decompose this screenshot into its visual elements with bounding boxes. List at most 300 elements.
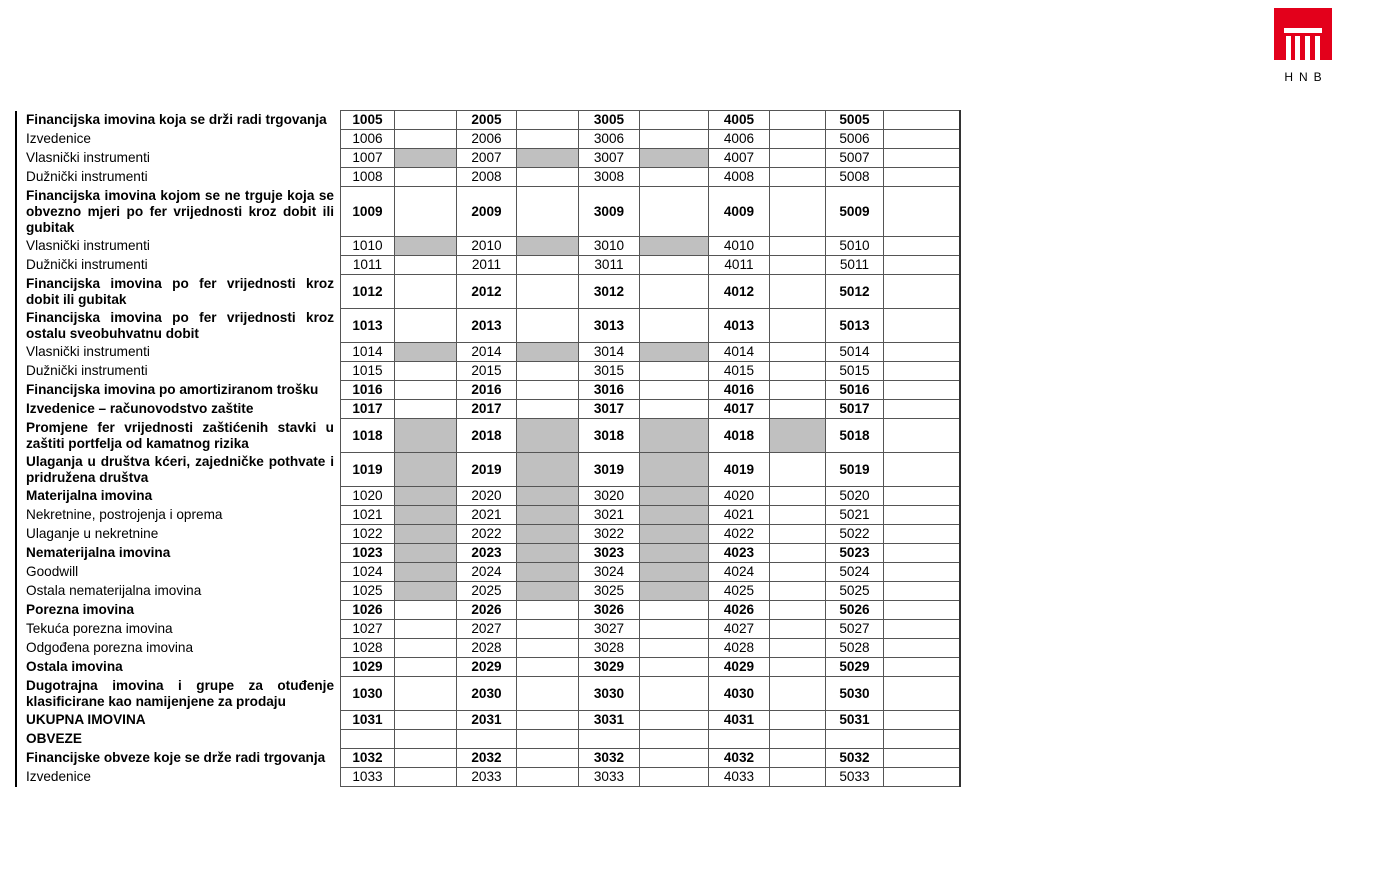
value-cell[interactable]	[517, 677, 579, 711]
value-cell[interactable]	[640, 768, 709, 787]
row-code: 4022	[709, 525, 770, 544]
disabled-value-cell	[517, 343, 579, 362]
row-code: 4005	[709, 111, 770, 130]
value-cell[interactable]	[770, 149, 826, 168]
hnb-logo-text: HNB	[1284, 70, 1328, 84]
row-code: 3012	[579, 275, 640, 309]
row-code: 5012	[826, 275, 884, 309]
row-code: 2012	[457, 275, 517, 309]
value-cell[interactable]	[517, 187, 579, 237]
row-code: 4021	[709, 506, 770, 525]
row-code: 1026	[341, 601, 395, 620]
row-code: 2005	[457, 111, 517, 130]
value-cell[interactable]	[884, 506, 961, 525]
disabled-value-cell	[640, 506, 709, 525]
row-code: 3015	[579, 362, 640, 381]
value-cell[interactable]	[395, 768, 457, 787]
value-cell[interactable]	[884, 111, 961, 130]
row-label: Izvedenice – računovodstvo zaštite	[16, 400, 341, 419]
row-code: 4017	[709, 400, 770, 419]
row-label: Financijska imovina po fer vrijednosti kroz ostalu sveobuhvatnu dobit	[16, 309, 341, 343]
value-cell[interactable]	[395, 168, 457, 187]
value-cell[interactable]	[395, 362, 457, 381]
value-cell[interactable]	[395, 639, 457, 658]
disabled-value-cell	[517, 525, 579, 544]
table-row	[16, 506, 960, 525]
row-label: Vlasnički instrumenti	[16, 237, 341, 256]
row-code: 5022	[826, 525, 884, 544]
value-cell[interactable]	[395, 601, 457, 620]
row-code: 5029	[826, 658, 884, 677]
value-cell[interactable]	[770, 187, 826, 237]
row-label: Ostala nematerijalna imovina	[16, 582, 341, 601]
row-code: 2011	[457, 256, 517, 275]
table-row	[16, 768, 960, 787]
value-cell[interactable]	[884, 187, 961, 237]
disabled-value-cell	[640, 343, 709, 362]
value-cell[interactable]	[884, 620, 961, 639]
value-cell[interactable]	[395, 400, 457, 419]
row-code: 2015	[457, 362, 517, 381]
row-code: 4012	[709, 275, 770, 309]
value-cell[interactable]	[884, 168, 961, 187]
value-cell[interactable]	[517, 400, 579, 419]
row-label: Financijska imovina po amortiziranom trošku	[16, 381, 341, 400]
row-code: 2033	[457, 768, 517, 787]
row-label: Dužnički instrumenti	[16, 256, 341, 275]
value-cell[interactable]	[884, 711, 961, 730]
row-code: 5026	[826, 601, 884, 620]
disabled-value-cell	[395, 149, 457, 168]
value-cell[interactable]	[884, 419, 961, 453]
row-code: 1012	[341, 275, 395, 309]
disabled-value-cell	[517, 487, 579, 506]
row-code: 3022	[579, 525, 640, 544]
value-cell[interactable]	[770, 658, 826, 677]
value-cell[interactable]	[517, 256, 579, 275]
value-cell[interactable]	[770, 168, 826, 187]
table-row	[16, 639, 960, 658]
row-code: 4020	[709, 487, 770, 506]
value-cell[interactable]	[640, 130, 709, 149]
value-cell[interactable]	[770, 601, 826, 620]
table-row	[16, 400, 960, 419]
row-code: 2017	[457, 400, 517, 419]
disabled-value-cell	[517, 582, 579, 601]
table-row	[16, 658, 960, 677]
value-cell[interactable]	[770, 453, 826, 487]
value-cell[interactable]	[517, 658, 579, 677]
row-label: Izvedenice	[16, 768, 341, 787]
value-cell[interactable]	[884, 525, 961, 544]
row-code: 4016	[709, 381, 770, 400]
disabled-value-cell	[395, 506, 457, 525]
value-cell[interactable]	[640, 400, 709, 419]
value-cell[interactable]	[884, 582, 961, 601]
table-row	[16, 711, 960, 730]
value-cell[interactable]	[517, 768, 579, 787]
value-cell[interactable]	[517, 309, 579, 343]
row-code: 5010	[826, 237, 884, 256]
row-code: 5018	[826, 419, 884, 453]
row-code: 1023	[341, 544, 395, 563]
row-code: 3013	[579, 309, 640, 343]
value-cell[interactable]	[517, 362, 579, 381]
value-cell[interactable]	[770, 582, 826, 601]
value-cell[interactable]	[884, 730, 961, 749]
row-code: 3025	[579, 582, 640, 601]
row-label: Odgođena porezna imovina	[16, 639, 341, 658]
value-cell[interactable]	[770, 677, 826, 711]
value-cell[interactable]	[770, 275, 826, 309]
row-code: 3010	[579, 237, 640, 256]
row-code: 1006	[341, 130, 395, 149]
row-code: 5021	[826, 506, 884, 525]
value-cell[interactable]	[770, 343, 826, 362]
row-label: Ulaganja u društva kćeri, zajedničke pothvate i pridružena društva	[16, 453, 341, 487]
row-code: 4028	[709, 639, 770, 658]
value-cell[interactable]	[770, 749, 826, 768]
row-code: 3008	[579, 168, 640, 187]
balance-sheet-table	[15, 110, 961, 787]
row-code: 2031	[457, 711, 517, 730]
value-cell[interactable]	[770, 362, 826, 381]
row-code: 4027	[709, 620, 770, 639]
value-cell[interactable]	[517, 275, 579, 309]
row-code: 1022	[341, 525, 395, 544]
value-cell[interactable]	[640, 639, 709, 658]
value-cell[interactable]	[517, 639, 579, 658]
row-code: 3017	[579, 400, 640, 419]
row-code: 2024	[457, 563, 517, 582]
value-cell[interactable]	[884, 768, 961, 787]
value-cell[interactable]	[517, 620, 579, 639]
value-cell[interactable]	[770, 506, 826, 525]
value-cell[interactable]	[884, 453, 961, 487]
value-cell[interactable]	[884, 563, 961, 582]
disabled-value-cell	[517, 453, 579, 487]
disabled-value-cell	[395, 419, 457, 453]
row-code: 3032	[579, 749, 640, 768]
value-cell[interactable]	[395, 658, 457, 677]
row-code	[341, 730, 395, 749]
row-code: 2007	[457, 149, 517, 168]
row-label: Financijska imovina po fer vrijednosti kroz dobit ili gubitak	[16, 275, 341, 309]
value-cell[interactable]	[770, 730, 826, 749]
row-code: 2013	[457, 309, 517, 343]
value-cell[interactable]	[640, 275, 709, 309]
row-code: 4033	[709, 768, 770, 787]
row-code: 1024	[341, 563, 395, 582]
row-code: 2009	[457, 187, 517, 237]
row-code: 1030	[341, 677, 395, 711]
disabled-value-cell	[640, 563, 709, 582]
value-cell[interactable]	[395, 111, 457, 130]
table-row	[16, 487, 960, 506]
value-cell[interactable]	[395, 256, 457, 275]
table-row	[16, 149, 960, 168]
value-cell[interactable]	[395, 677, 457, 711]
row-code: 3014	[579, 343, 640, 362]
row-code	[709, 730, 770, 749]
value-cell[interactable]	[770, 237, 826, 256]
disabled-value-cell	[395, 237, 457, 256]
table-row	[16, 601, 960, 620]
row-code: 4013	[709, 309, 770, 343]
value-cell[interactable]	[884, 381, 961, 400]
hnb-logo-mark	[1274, 8, 1332, 60]
row-label: Vlasnički instrumenti	[16, 343, 341, 362]
row-label: Financijske obveze koje se drže radi trgovanja	[16, 749, 341, 768]
row-code: 2008	[457, 168, 517, 187]
value-cell[interactable]	[770, 711, 826, 730]
row-label: Ulaganje u nekretnine	[16, 525, 341, 544]
table-row	[16, 187, 960, 237]
value-cell[interactable]	[517, 381, 579, 400]
row-code: 1018	[341, 419, 395, 453]
value-cell[interactable]	[770, 487, 826, 506]
row-code: 2022	[457, 525, 517, 544]
row-label: Tekuća porezna imovina	[16, 620, 341, 639]
value-cell[interactable]	[517, 168, 579, 187]
value-cell[interactable]	[640, 187, 709, 237]
value-cell[interactable]	[884, 677, 961, 711]
row-code: 3005	[579, 111, 640, 130]
value-cell[interactable]	[770, 130, 826, 149]
row-code: 3021	[579, 506, 640, 525]
row-code: 2021	[457, 506, 517, 525]
row-code: 3033	[579, 768, 640, 787]
row-code: 2016	[457, 381, 517, 400]
value-cell[interactable]	[640, 677, 709, 711]
disabled-value-cell	[517, 419, 579, 453]
value-cell[interactable]	[884, 343, 961, 362]
value-cell[interactable]	[884, 256, 961, 275]
row-code: 3030	[579, 677, 640, 711]
value-cell[interactable]	[395, 275, 457, 309]
value-cell[interactable]	[884, 362, 961, 381]
value-cell[interactable]	[640, 620, 709, 639]
value-cell[interactable]	[395, 381, 457, 400]
value-cell[interactable]	[884, 749, 961, 768]
disabled-value-cell	[640, 453, 709, 487]
row-label: Materijalna imovina	[16, 487, 341, 506]
row-code: 5028	[826, 639, 884, 658]
value-cell[interactable]	[884, 237, 961, 256]
row-code: 2029	[457, 658, 517, 677]
row-code	[579, 730, 640, 749]
value-cell[interactable]	[770, 111, 826, 130]
table-row	[16, 256, 960, 275]
value-cell[interactable]	[517, 749, 579, 768]
row-code: 1031	[341, 711, 395, 730]
table-row	[16, 419, 960, 453]
row-code: 2030	[457, 677, 517, 711]
disabled-value-cell	[395, 582, 457, 601]
table-row	[16, 309, 960, 343]
table-row	[16, 275, 960, 309]
row-code: 1015	[341, 362, 395, 381]
row-code: 3023	[579, 544, 640, 563]
value-cell[interactable]	[395, 309, 457, 343]
row-code: 1016	[341, 381, 395, 400]
row-code: 4026	[709, 601, 770, 620]
row-code: 5027	[826, 620, 884, 639]
row-code: 2019	[457, 453, 517, 487]
value-cell[interactable]	[770, 309, 826, 343]
value-cell[interactable]	[884, 601, 961, 620]
value-cell[interactable]	[640, 601, 709, 620]
row-code: 4029	[709, 658, 770, 677]
value-cell[interactable]	[770, 639, 826, 658]
value-cell[interactable]	[884, 275, 961, 309]
row-code: 1017	[341, 400, 395, 419]
value-cell[interactable]	[517, 730, 579, 749]
value-cell[interactable]	[395, 187, 457, 237]
row-code: 2014	[457, 343, 517, 362]
value-cell[interactable]	[770, 620, 826, 639]
value-cell[interactable]	[884, 639, 961, 658]
value-cell[interactable]	[770, 381, 826, 400]
row-code: 4007	[709, 149, 770, 168]
row-code: 5007	[826, 149, 884, 168]
row-code: 2020	[457, 487, 517, 506]
table-row	[16, 362, 960, 381]
disabled-value-cell	[517, 149, 579, 168]
row-code	[826, 730, 884, 749]
value-cell[interactable]	[640, 381, 709, 400]
row-label: Financijska imovina kojom se ne trguje koja se obvezno mjeri po fer vrijednosti kroz dobit ili gubitak	[16, 187, 341, 237]
row-code: 1029	[341, 658, 395, 677]
value-cell[interactable]	[770, 525, 826, 544]
value-cell[interactable]	[640, 111, 709, 130]
value-cell[interactable]	[770, 768, 826, 787]
row-code: 1005	[341, 111, 395, 130]
row-code: 4010	[709, 237, 770, 256]
disabled-value-cell	[640, 419, 709, 453]
row-code: 2028	[457, 639, 517, 658]
row-code: 4006	[709, 130, 770, 149]
disabled-value-cell	[640, 487, 709, 506]
row-code: 2023	[457, 544, 517, 563]
value-cell[interactable]	[884, 487, 961, 506]
row-label: Dužnički instrumenti	[16, 362, 341, 381]
row-code: 4032	[709, 749, 770, 768]
row-code: 3026	[579, 601, 640, 620]
table-row	[16, 677, 960, 711]
table-row	[16, 730, 960, 749]
row-code: 3029	[579, 658, 640, 677]
value-cell[interactable]	[517, 130, 579, 149]
value-cell[interactable]	[640, 730, 709, 749]
row-code: 1007	[341, 149, 395, 168]
disabled-value-cell	[395, 563, 457, 582]
disabled-value-cell	[640, 544, 709, 563]
row-code: 3018	[579, 419, 640, 453]
row-code: 5013	[826, 309, 884, 343]
value-cell[interactable]	[884, 544, 961, 563]
value-cell[interactable]	[884, 309, 961, 343]
value-cell[interactable]	[395, 620, 457, 639]
value-cell[interactable]	[770, 563, 826, 582]
table-row	[16, 525, 960, 544]
value-cell[interactable]	[884, 400, 961, 419]
row-code: 1013	[341, 309, 395, 343]
value-cell[interactable]	[395, 711, 457, 730]
row-code: 2026	[457, 601, 517, 620]
value-cell[interactable]	[517, 111, 579, 130]
row-code: 5006	[826, 130, 884, 149]
row-code: 3020	[579, 487, 640, 506]
table-row	[16, 381, 960, 400]
row-code: 5024	[826, 563, 884, 582]
value-cell[interactable]	[640, 168, 709, 187]
row-code: 5011	[826, 256, 884, 275]
row-code: 4030	[709, 677, 770, 711]
value-cell[interactable]	[640, 256, 709, 275]
row-label: Vlasnički instrumenti	[16, 149, 341, 168]
row-label: Izvedenice	[16, 130, 341, 149]
row-code	[457, 730, 517, 749]
disabled-value-cell	[640, 237, 709, 256]
row-code: 5009	[826, 187, 884, 237]
disabled-value-cell	[517, 237, 579, 256]
row-label: UKUPNA IMOVINA	[16, 711, 341, 730]
row-code: 4024	[709, 563, 770, 582]
value-cell[interactable]	[640, 749, 709, 768]
row-code: 1011	[341, 256, 395, 275]
value-cell[interactable]	[770, 256, 826, 275]
table-row	[16, 168, 960, 187]
row-code: 3007	[579, 149, 640, 168]
value-cell[interactable]	[640, 658, 709, 677]
value-cell[interactable]	[395, 749, 457, 768]
value-cell[interactable]	[884, 130, 961, 149]
hnb-logo	[1274, 8, 1332, 84]
row-code: 3009	[579, 187, 640, 237]
value-cell[interactable]	[770, 544, 826, 563]
value-cell[interactable]	[395, 130, 457, 149]
row-label: Dugotrajna imovina i grupe za otuđenje klasificirane kao namijenjene za prodaju	[16, 677, 341, 711]
value-cell[interactable]	[640, 309, 709, 343]
row-code: 4018	[709, 419, 770, 453]
row-code: 5019	[826, 453, 884, 487]
value-cell[interactable]	[517, 711, 579, 730]
value-cell[interactable]	[640, 711, 709, 730]
row-label: Nematerijalna imovina	[16, 544, 341, 563]
value-cell[interactable]	[640, 362, 709, 381]
value-cell[interactable]	[770, 400, 826, 419]
value-cell[interactable]	[517, 601, 579, 620]
table-row	[16, 130, 960, 149]
value-cell[interactable]	[884, 149, 961, 168]
value-cell[interactable]	[395, 730, 457, 749]
row-code: 3031	[579, 711, 640, 730]
row-code: 1032	[341, 749, 395, 768]
row-code: 2018	[457, 419, 517, 453]
row-code: 5033	[826, 768, 884, 787]
row-code: 2010	[457, 237, 517, 256]
row-code: 3006	[579, 130, 640, 149]
row-code: 5015	[826, 362, 884, 381]
row-code: 1019	[341, 453, 395, 487]
table-row	[16, 453, 960, 487]
disabled-value-cell	[395, 453, 457, 487]
row-code: 2025	[457, 582, 517, 601]
row-code: 3028	[579, 639, 640, 658]
row-code: 4015	[709, 362, 770, 381]
value-cell[interactable]	[884, 658, 961, 677]
